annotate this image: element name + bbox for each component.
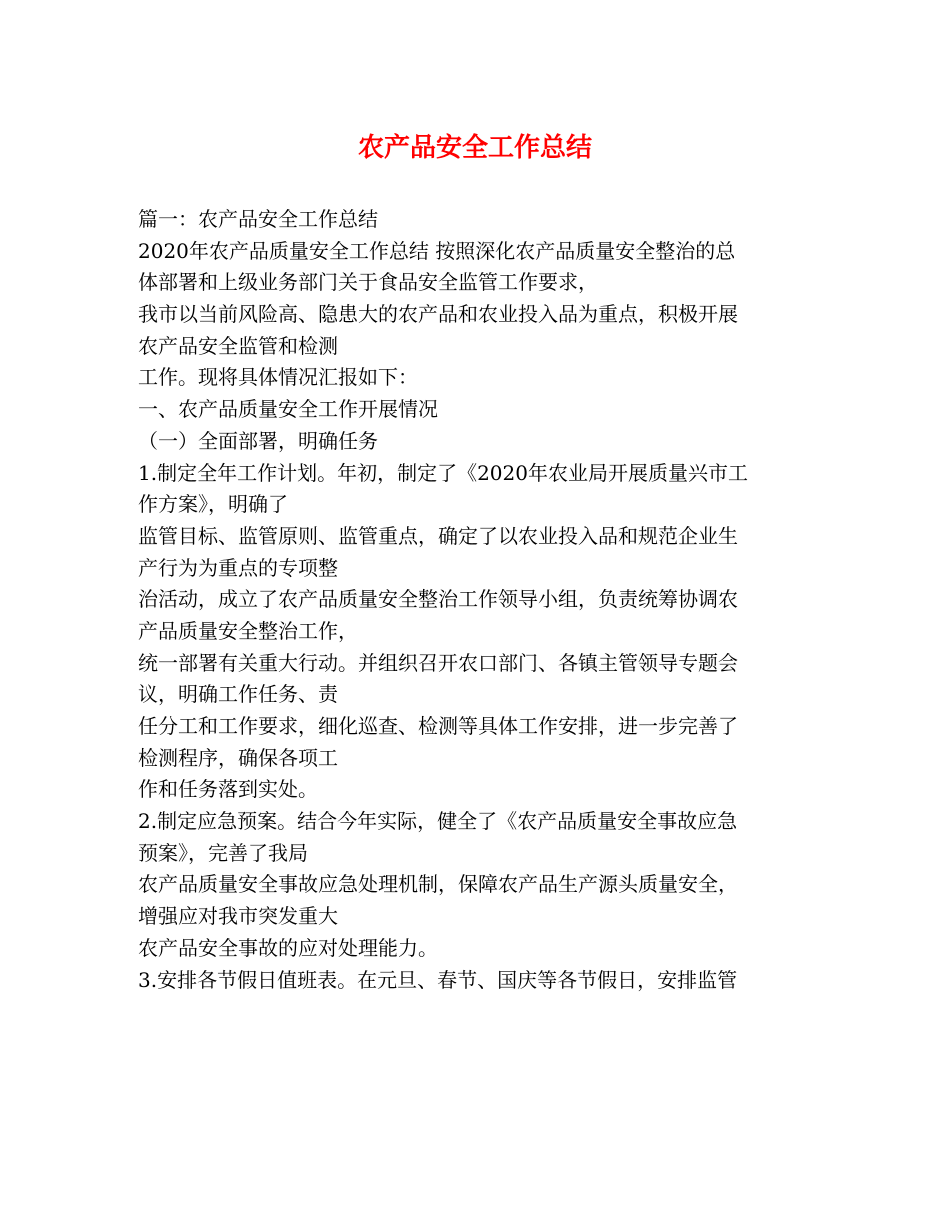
text-line: 作和任务落到实处。 (138, 777, 318, 802)
text-line: 产品质量安全整治工作， (138, 618, 358, 643)
text-line: 统一部署有关重大行动。并组织召开农口部门、各镇主管领导专题会 (138, 650, 738, 675)
text-line: 任分工和工作要求，细化巡查、检测等具体工作安排，进一步完善了 (138, 714, 738, 738)
text-line: 检测程序，确保各项工 (138, 745, 338, 770)
text-line: 1.制定全年工作计划。年初，制定了《2020年农业局开展质量兴市工 (138, 460, 748, 485)
text-line: 农产品质量安全事故应急处理机制，保障农产品生产源头质量安全， (138, 872, 738, 897)
text-line: 篇一：农产品安全工作总结 (138, 207, 378, 231)
text-line: 我市以当前风险高、隐患大的农产品和农业投入品为重点，积极开展 (138, 302, 738, 327)
text-line: 监管目标、监管原则、监管重点，确定了以农业投入品和规范企业生 (138, 523, 738, 548)
text-line: （一）全面部署，明确任务 (138, 428, 378, 453)
document-title: 农产品安全工作总结 (357, 133, 592, 163)
text-line: 治活动，成立了农产品质量安全整治工作领导小组，负责统筹协调农 (138, 587, 738, 612)
document-body (138, 204, 818, 996)
text-line: 增强应对我市突发重大 (138, 904, 338, 929)
text-line: 产行为为重点的专项整 (138, 555, 338, 580)
text-line: 作方案》，明确了 (138, 492, 288, 517)
text-line: 3.安排各节假日值班表。在元旦、春节、国庆等各节假日，安排监管 (138, 967, 738, 992)
text-line: 议，明确工作任务、责 (138, 682, 338, 707)
text-line: 预案》，完善了我局 (138, 840, 308, 865)
text-line: 2.制定应急预案。结合今年实际，健全了《农产品质量安全事故应急 (138, 809, 738, 834)
text-line: 农产品安全事故的应对处理能力。 (138, 935, 438, 960)
text-line: 工作。现将具体情况汇报如下： (138, 365, 418, 390)
text-line: 2020年农产品质量安全工作总结 按照深化农产品质量安全整治的总 (138, 238, 736, 263)
text-line: 农产品安全监管和检测 (138, 333, 338, 358)
text-line: 体部署和上级业务部门关于食品安全监管工作要求， (138, 270, 598, 295)
text-line: 一、农产品质量安全工作开展情况 (138, 397, 438, 422)
